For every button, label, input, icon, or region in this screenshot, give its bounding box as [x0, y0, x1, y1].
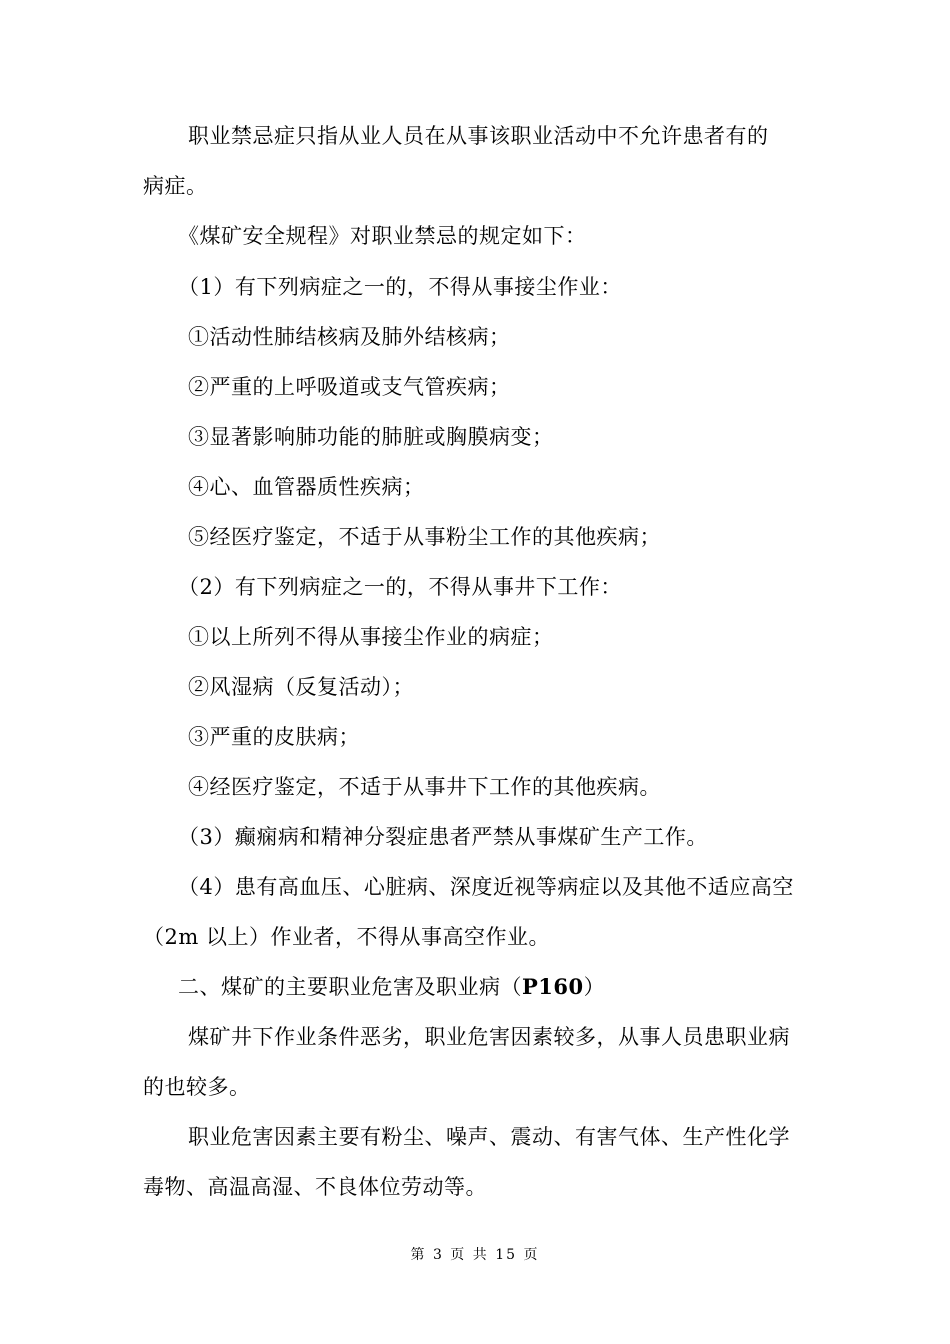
paragraph-line: 职业禁忌症只指从业人员在从事该职业活动中不允许患者有的: [188, 124, 769, 148]
paragraph-line: 煤矿井下作业条件恶劣，职业危害因素较多，从事人员患职业病: [188, 1025, 790, 1049]
section-heading-close: ）: [583, 975, 606, 999]
section-heading-text: 二、煤矿的主要职业危害及职业病（: [178, 975, 522, 999]
section-heading: [178, 972, 848, 1002]
paragraph-line: 病症。: [143, 174, 208, 198]
paragraph-line: （2m 以上）作业者，不得从事高空作业。: [143, 925, 550, 949]
list-heading: （2）有下列病症之一的，不得从事井下工作：: [178, 575, 622, 599]
paragraph-line: 的也较多。: [143, 1075, 251, 1099]
list-item: ①活动性肺结核病及肺外结核病；: [188, 325, 511, 349]
list-item: ②风湿病（反复活动）；: [188, 675, 414, 699]
list-heading: （3）癫痫病和精神分裂症患者严禁从事煤矿生产工作。: [178, 825, 708, 849]
list-item: ①以上所列不得从事接尘作业的病症；: [188, 625, 554, 649]
paragraph-line: 《煤矿安全规程》对职业禁忌的规定如下：: [178, 224, 587, 248]
paragraph-line: 职业危害因素主要有粉尘、噪声、震动、有害气体、生产性化学: [188, 1125, 790, 1149]
paragraph-line: 毒物、高温高湿、不良体位劳动等。: [143, 1175, 487, 1199]
page-footer: 第 3 页 共 15 页: [410, 1247, 540, 1263]
list-item: ③显著影响肺功能的肺脏或胸膜病变；: [188, 425, 554, 449]
list-item: ④经医疗鉴定，不适于从事井下工作的其他疾病。: [188, 775, 661, 799]
list-item: ⑤经医疗鉴定，不适于从事粉尘工作的其他疾病；: [188, 525, 661, 549]
list-item: ③严重的皮肤病；: [188, 725, 360, 749]
list-heading: （1）有下列病症之一的，不得从事接尘作业：: [178, 275, 622, 299]
list-item: ②严重的上呼吸道或支气管疾病；: [188, 375, 511, 399]
list-item: ④心、血管器质性疾病；: [188, 475, 425, 499]
page-reference: P160: [522, 974, 584, 999]
list-heading: （4）患有高血压、心脏病、深度近视等病症以及其他不适应高空: [178, 875, 794, 899]
